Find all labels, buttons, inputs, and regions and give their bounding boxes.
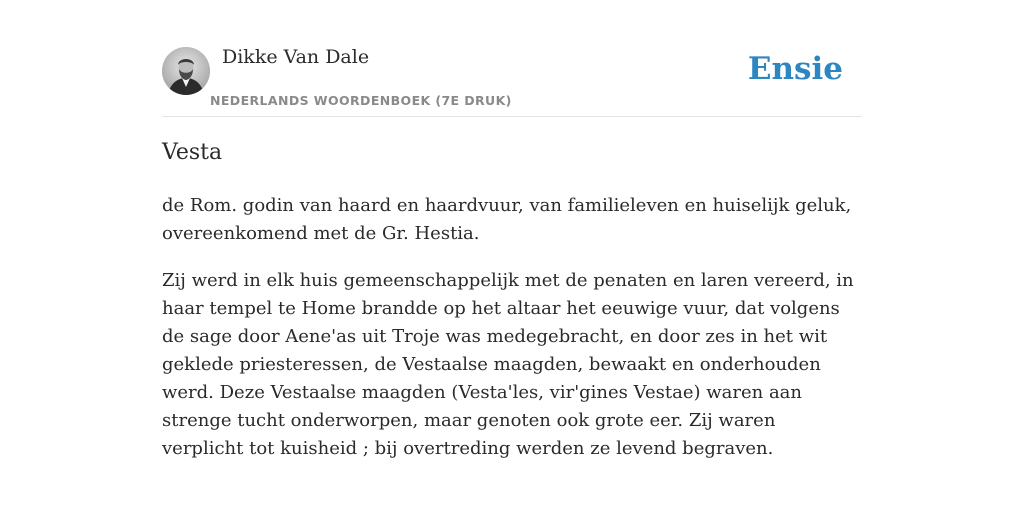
definition-paragraph: de Rom. godin van haard en haardvuur, van familieleven en huiselijk geluk, overeenkomend met de Gr. Hestia. [162, 195, 852, 244]
source-label: NEDERLANDS WOORDENBOEK (7E DRUK) [210, 93, 512, 108]
author-name[interactable]: Dikke Van Dale [222, 46, 370, 68]
author-avatar[interactable] [162, 47, 210, 95]
ensie-logo-link[interactable]: Ensie [747, 51, 843, 87]
author-portrait-icon [162, 47, 210, 95]
entry-card [162, 0, 862, 459]
definition-paragraph: Zij werd in elk huis gemeenschappelijk met de penaten en laren vereerd, in haar tempel te Home brandde op het altaar het eeuwige vuur, dat volgens de sage door Aene'as uit Troje was medegebracht, en door zes in het wit geklede priesteressen, de Vestaalse maagden, bewaakt en onderhouden werd. Deze Vestaalse maagden (Vesta'les, vir'gines Vestae) waren aan strenge tucht onderworpen, maar genoten ook grote eer. Zij waren verplicht tot kuisheid ; bij overtreding werden ze levend begraven. [162, 270, 854, 459]
entry-header [162, 0, 862, 117]
entry-definition [162, 192, 862, 482]
entry-title: Vesta [162, 140, 223, 165]
